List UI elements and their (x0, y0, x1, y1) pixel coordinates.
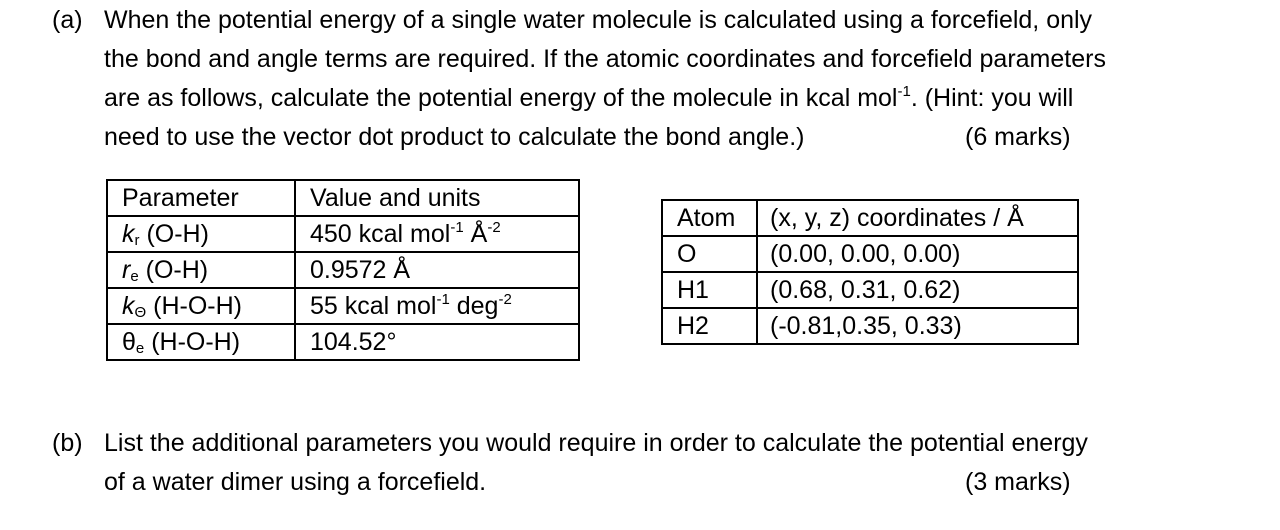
table-header-row (662, 200, 1078, 236)
parameter-subscript: Θ (134, 304, 147, 321)
question-b (52, 424, 1232, 504)
question-b-line-1: List the additional parameters you would require in order to calculate the potential energy (104, 429, 1088, 457)
table-row (662, 308, 1078, 344)
value-sup-2: -2 (487, 219, 501, 236)
table-header-row (107, 180, 579, 216)
parameter-bond: (O-H) (139, 220, 209, 248)
table-row (662, 272, 1078, 308)
parameter-cell (107, 324, 295, 360)
atom-cell: H2 (662, 308, 757, 344)
question-a-marks: (6 marks) (965, 123, 1071, 151)
value-sup-1: -1 (436, 291, 450, 308)
table-row (107, 216, 579, 252)
header-coordinates: (x, y, z) coordinates / Å (757, 200, 1078, 236)
value-cell (295, 324, 579, 360)
atom-coordinates-table (661, 199, 1079, 345)
question-a-line-3-text: are as follows, calculate the potential energy of the molecule in kcal mol (104, 84, 898, 112)
question-a-line-2: the bond and angle terms are required. If the atomic coordinates and forcefield parameters (104, 45, 1106, 73)
question-a-line-3-sup: -1 (897, 83, 911, 100)
value-cell (295, 216, 579, 252)
table-row (107, 324, 579, 360)
parameter-cell (107, 288, 295, 324)
parameter-subscript: e (135, 340, 145, 357)
value-cell (295, 288, 579, 324)
parameter-subscript: e (130, 268, 139, 285)
coordinates-cell: (0.00, 0.00, 0.00) (757, 236, 1078, 272)
question-b-marks: (3 marks) (965, 468, 1071, 496)
value-unit: deg (449, 292, 499, 320)
question-b-label: (b) (52, 429, 83, 457)
parameter-subscript: r (134, 232, 140, 249)
table-row (107, 288, 579, 324)
value-unit: Å (463, 220, 488, 248)
value-text: 104.52° (310, 328, 397, 356)
parameter-bond: (H-O-H) (144, 328, 241, 356)
coordinates-cell: (-0.81,0.35, 0.33) (757, 308, 1078, 344)
question-a-line-4: need to use the vector dot product to calculate the bond angle.) (104, 123, 805, 151)
value-sup-2: -2 (498, 291, 512, 308)
question-a-line-1: When the potential energy of a single water molecule is calculated using a forcefield, only (104, 6, 1093, 34)
value-text: 0.9572 Å (310, 256, 411, 284)
parameter-table (106, 179, 580, 361)
coordinates-cell: (0.68, 0.31, 0.62) (757, 272, 1078, 308)
parameter-symbol: k (122, 220, 135, 248)
value-cell (295, 252, 579, 288)
question-b-line-2: of a water dimer using a forcefield. (104, 468, 487, 496)
atom-cell: O (662, 236, 757, 272)
value-text: 55 kcal mol (310, 292, 437, 320)
atom-cell: H1 (662, 272, 757, 308)
value-sup-1: -1 (450, 219, 464, 236)
parameter-cell (107, 216, 295, 252)
parameter-symbol: θ (122, 328, 136, 356)
parameter-symbol: k (122, 292, 135, 320)
question-a-line-3-tail: . (Hint: you will (910, 84, 1074, 112)
header-parameter: Parameter (107, 180, 295, 216)
parameter-bond: (O-H) (138, 256, 209, 284)
table-row (662, 236, 1078, 272)
parameter-bond: (H-O-H) (146, 292, 242, 320)
question-a-label: (a) (52, 6, 83, 34)
value-text: 450 kcal mol (310, 220, 451, 248)
parameter-cell (107, 252, 295, 288)
header-atom: Atom (662, 200, 757, 236)
table-row (107, 252, 579, 288)
parameter-symbol: r (122, 256, 131, 284)
header-value-units: Value and units (295, 180, 579, 216)
question-a-line-3 (104, 79, 1073, 118)
question-a (52, 1, 1232, 161)
